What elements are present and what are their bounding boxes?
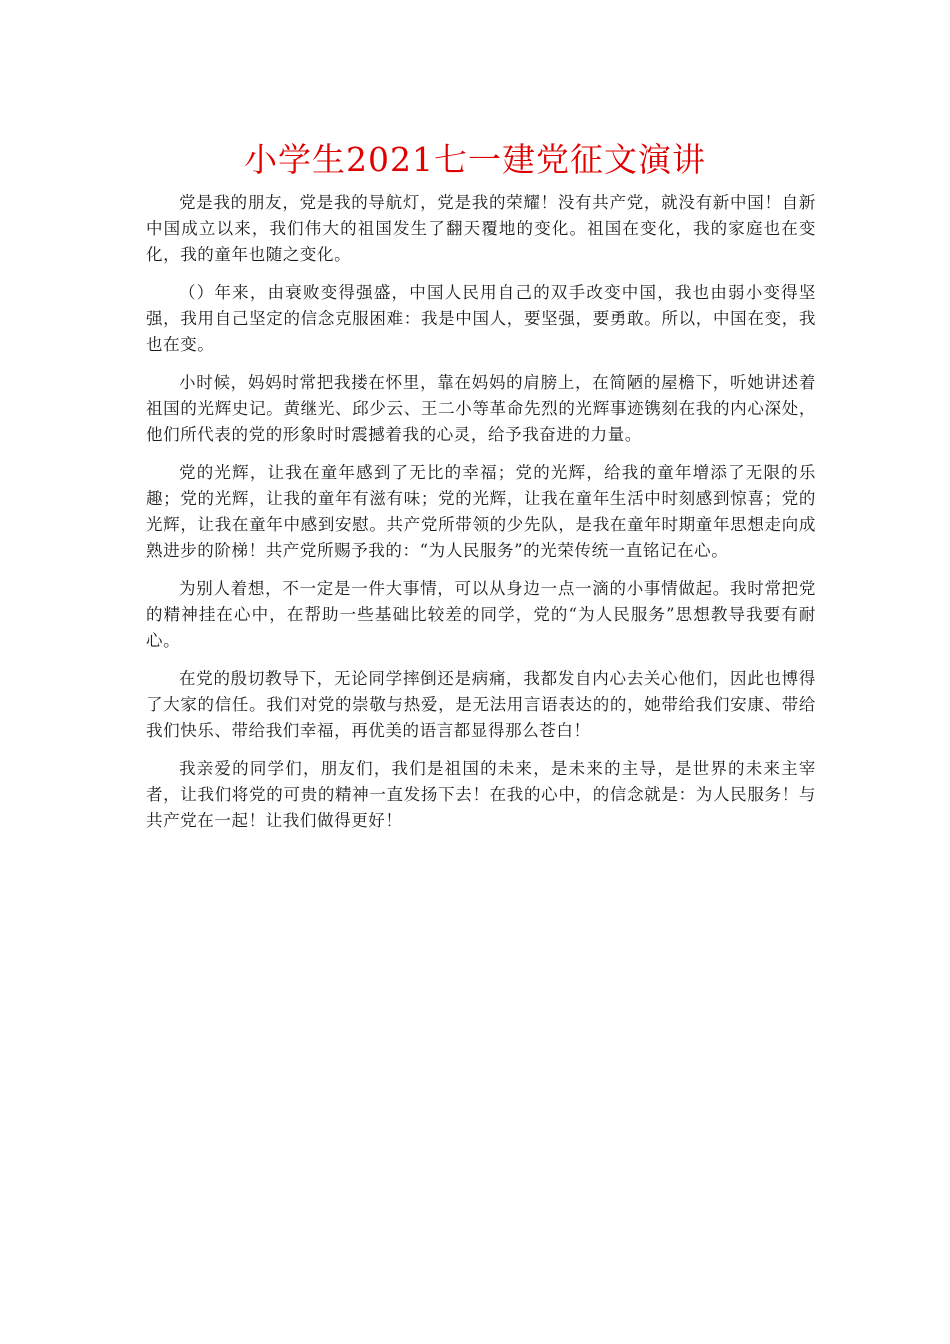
- paragraph: （）年来，由衰败变得强盛，中国人民用自己的双手改变中国，我也由弱小变得坚强，我用自己坚定的信念克服困难：我是中国人，要坚强，要勇敢。所以，中国在变，我也在变。: [146, 283, 816, 354]
- paragraph: 我亲爱的同学们，朋友们，我们是祖国的未来，是未来的主导，是世界的未来主宰者，让我们将党的可贵的精神一直发扬下去！在我的心中，的信念就是：为人民服务！与共产党在一起！让我们做得更好！: [146, 759, 816, 830]
- document-body: [146, 190, 816, 846]
- paragraph: 党是我的朋友，党是我的导航灯，党是我的荣耀！没有共产党，就没有新中国！自新中国成立以来，我们伟大的祖国发生了翻天覆地的变化。祖国在变化，我的家庭也在变化，我的童年也随之变化。: [146, 193, 816, 264]
- paragraph: 党的光辉，让我在童年感到了无比的幸福；党的光辉，给我的童年增添了无限的乐趣；党的光辉，让我的童年有滋有味；党的光辉，让我在童年生活中时刻感到惊喜；党的光辉，让我在童年中感到安慰。共产党所带领的少先队，是我在童年时期童年思想走向成熟进步的阶梯！共产党所赐予我的：“为人民服务”的光荣传统一直铭记在心。: [146, 463, 816, 560]
- document-title: 小学生2021七一建党征文演讲: [244, 140, 706, 179]
- paragraph: 在党的殷切教导下，无论同学摔倒还是病痛，我都发自内心去关心他们，因此也博得了大家的信任。我们对党的崇敬与热爱，是无法用言语表达的的，她带给我们安康、带给我们快乐、带给我们幸福，再优美的语言都显得那么苍白！: [146, 669, 816, 740]
- paragraph: 小时候，妈妈时常把我搂在怀里，靠在妈妈的肩膀上，在简陋的屋檐下，听她讲述着祖国的光辉史记。黄继光、邱少云、王二小等革命先烈的光辉事迹镌刻在我的内心深处，他们所代表的党的形象时时震撼着我的心灵，给予我奋进的力量。: [146, 373, 816, 444]
- paragraph: 为别人着想，不一定是一件大事情，可以从身边一点一滴的小事情做起。我时常把党的精神挂在心中，在帮助一些基础比较差的同学，党的“为人民服务”思想教导我要有耐心。: [146, 579, 816, 650]
